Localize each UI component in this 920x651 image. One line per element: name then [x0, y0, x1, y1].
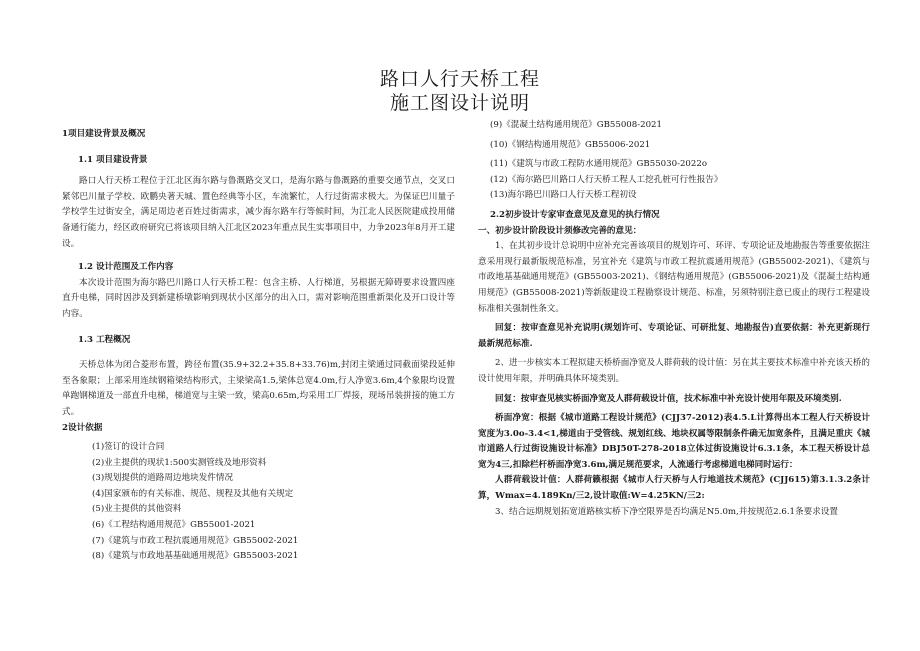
basis-item-10: (10)《钢结构通用规范》GB55006-2021 [490, 139, 651, 150]
reply-crowd-load: 人群荷载设计值：人群荷籁根据《城市人行天桥与人行地道技术规范》(CJJ615)第3.1.3.2条计算，Wmax=4.189Kn/三2,设计取值:W=4.25KN/三2: [478, 475, 870, 502]
basis-item-7: (7)《建筑与市政工程抗震通用规范》GB55002-2021 [92, 535, 299, 546]
basis-item-2: (2)业主提供的现状1:500实测管线及地形资料 [92, 457, 267, 468]
basis-item-11: (11)《建筑与市政工程防水通用规范》GB55030-2022o [490, 159, 708, 170]
basis-item-5: (5)业主提供的其他资料 [92, 504, 182, 515]
basis-item-13: (13)海尔路巴川路口人行天桥工程初设 [490, 190, 637, 201]
heading-1-1: 1.1 项目建设背景 [78, 154, 148, 165]
basis-item-1: (1)签订的设计合同 [92, 442, 165, 453]
heading-1-3: 1.3 工程概况 [78, 334, 131, 345]
paragraph-overview: 天桥总体为闭合菱形布置，跨径布置(35.9+32.2+35.8+33.76)m,封闭主梁通过同截面梁段延伸至各象限；上部采用连续钢箱梁结构形式，主梁梁高1.5,梁体总宽4.0m,行人净宽3.6m,4个象限均设置单跑钢梯道及一部直升电梯，梯道宽与主梁一致，梁高0.65m,均采用工厂焊接，现场吊装拼接的施工方式。 [62, 360, 455, 417]
heading-project-background: 1项目建设背景及概况 [62, 129, 146, 139]
basis-item-12: (12)《海尔路巴川路口人行天桥工程人工挖孔桩可行性报告》 [490, 174, 723, 185]
paragraph-background: 路口人行天桥工程位于江北区海尔路与鲁溉路交叉口，是海尔路与鲁溉路的重要交通节点，交叉口紧邻巴川量子学校、欧鹏央著天城、置色经典等小区，车流繁忙，人行过街需求极大。为保证巴川量子学校学生过街安全，满足周边老百姓过街需求，减少海尔路车行等候时间，为江北人民医院建成投用储备通行能力，经区政府研究已将该项目纳入江北区2023年重点民生实事项目中，力争2023年8月开工建设。 [62, 176, 455, 249]
review-item-1: 1、在其初步设计总说明中应补充完善该项目的规划许可、环评、专项论证及地勘报告等重要依据注意采用现行最新版规范标准，另宜补充《建筑与市政工程抗震通用规范》(GB55002-2021)、《建筑与市政地基基础通用规范》(GB55003-2021)、《钢结构通用规范》(GB55006-2021)及《混凝土结构通用规范》(GB55008-2021)等新版建设工程勘察设计规范、标准，另须特别注意已废止的现行工程建设标准相关强制性条文。 [478, 241, 871, 314]
document-subtitle: 施工图设计说明 [389, 92, 530, 114]
heading-1-2: 1.2 设计范围及工作内容 [78, 262, 174, 273]
basis-item-4: (4)国家颁布的有关标准、规范、规程及其他有关规定 [92, 488, 294, 499]
heading-review-subitems: 一、初步设计阶段设计须修改完善的意见： [478, 225, 642, 236]
heading-2-2: 2.2初步设计专家审查意见及意见的执行情况 [490, 209, 660, 220]
basis-item-3: (3)规划提供的道路周边地块发件情况 [92, 473, 234, 484]
paragraph-scope: 本次设计范围为海尔路巴川路口人行天桥工程：包含主桥、人行梯道，另根据无障碍要求设置四座直升电梯，同时因涉及到新建桥墩影响到现状小区部分的出入口，需对影响范围重新渠化及开口设计等内容。 [62, 277, 455, 319]
reply-1: 回复：按审查意见补充说明(规划许可、专项论证、可研批复、地勘报告)直要依据：补充更新现行最新规范标准. [478, 323, 870, 349]
review-item-2: 2、进一步核实本工程拟建天桥桥面净宽及人群荷载的设计值：另在其主要技术标准中补充该天桥的设计使用年限，并明确具体环境类别。 [478, 358, 871, 384]
heading-design-basis: 2设计依据 [62, 422, 103, 433]
left-column [62, 127, 455, 565]
reply-2: 回复：按审查见核实桥面净宽及人群荷载设计值，技术标准中补充设计使用年限及环境类别. [495, 393, 842, 404]
document-title: 路口人行天桥工程 [379, 68, 540, 90]
reply-deck-width: 桥面净宽：根据《城市道路工程设计规范》(CJJ37-2012)表4.5.L计算得出本工程人行天桥设计宽度为3.0o-3.4<1,梯道由于受管线、规划红线、地块权属等限制条件确无加宽条件，且满足重庆《城市道路人行过街设施设计标准》DBJ50T-278-2018立体过街设施设计6.3.1条，本工程天桥设计总宽为4三,扣除栏杆桥面净宽3.6m,满足规范要求，人流通行考虑梯道电梯同时运行： [478, 413, 870, 470]
right-column [478, 118, 870, 520]
basis-item-9: (9)《混凝土结构通用规范》GB55008-2021 [490, 120, 662, 130]
review-item-3: 3、结合远期规划拓宽道路核实桥下净空限界是否均满足N5.0m,并按规范2.6.1条要求设置 [495, 506, 838, 517]
basis-item-6: (6)《工程结构通用规范》GB55001-2021 [92, 520, 256, 531]
basis-item-8: (8)《建筑与市政地基基础通用规范》GB55003-2021 [92, 551, 299, 562]
